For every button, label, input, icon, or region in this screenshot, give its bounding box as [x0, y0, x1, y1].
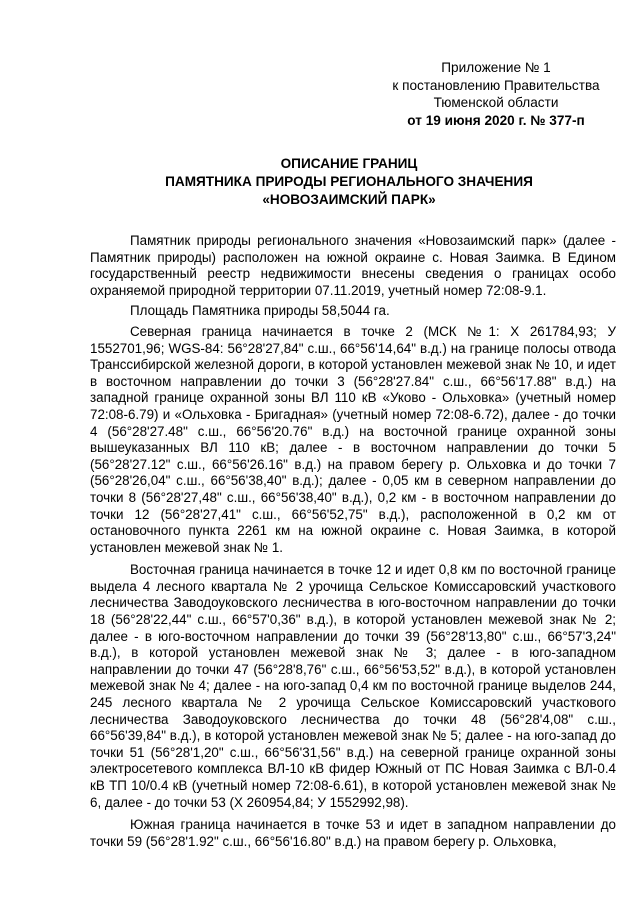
appendix-resolution-ref: к постановлению Правительства — [392, 77, 600, 93]
document-title — [80, 155, 618, 209]
appendix-date-number: от 19 июня 2020 г. № 377-п — [407, 112, 585, 128]
title-line-2: ПАМЯТНИКА ПРИРОДЫ РЕГИОНАЛЬНОГО ЗНАЧЕНИЯ — [165, 174, 533, 189]
paragraph-north-boundary: Северная граница начинается в точке 2 (МСК №1: X 261784,93; У 1552701,96; WGS-84: 56°28'27,84" с.ш., 66°56'14,64" в.д.) на границе полосы отвода Транссибирской железной дороги, в которой установлен межевой знак № 10, и идет в восточном направлении до точки 3 (56°28'27.84" с.ш., 66°56'17.88" в.д.) на западной границе охранной зоны ВЛ 110 кВ «Уково - Ольховка» (учетный номер 72:08-6.79) и «Ольховка - Бригадная» (учетный номер 72:08-6.72), далее - до точки 4 (56°28'27.48" с.ш., 66°56'20.76" в.д.) на восточной границе охранной зоны вышеуказанных ВЛ 110 кВ; далее - в восточном направлении до точки 5 (56°28'27.12" с.ш., 66°56'26.16" в.д.) на правом берегу р. Ольховка и до точки 7 (56°28'26,04" с.ш., 66°56'38,40" в.д.); далее - 0,05 км в северном направлении до точки 8 (56°28'27,48" с.ш., 66°56'38,40" в.д.), 0,2 км - в восточном направлении до точки 12 (56°28'27,41" с.ш., 66°56'52,75" в.д.), расположенной в 0,2 км от остановочного пункта 2261 км на южной окраине с. Новая Заимка, в которой установлен межевой знак № 1. — [90, 323, 616, 555]
paragraph-intro: Памятник природы регионального значения «Новозаимский парк» (далее - Памятник природы) расположен на южной окраине с. Новая Заимка. В Едином государственный реестр недвижимости внесены сведения о границах особо охраняемой природной территории 07.11.2019, учетный номер 72:08-9.1. — [90, 233, 616, 298]
paragraph-east-boundary: Восточная граница начинается в точке 12 и идет 0,8 км по восточной границе выдела 4 лесного квартала № 2 урочища Сельское Комиссаровский участкового лесничества Заводоуковского лесничества в юго-восточном направлении до точки 18 (56°28'22,44" с.ш., 66°57'0,36" в.д.), в которой установлен межевой знак № 2; далее - в юго-восточном направлении до точки 39 (56°28'13,80" с.ш., 66°57'3,24" в.д.), в которой установлен межевой знак № 3; далее - в юго-западном направлении до точки 47 (56°28'8,76" с.ш., 66°56'53,52" в.д.), в которой установлен межевой знак № 4; далее - на юго-запад 0,4 км по восточной границе выделов 244, 245 лесного квартала № 2 урочища Сельское Комиссаровский участкового лесничества Заводоуковского лесничества до точки 48 (56°28'4,08" с.ш., 66°56'39,84" в.д.), в которой установлен межевой знак № 5; далее - на юго-запад до точки 51 (56°28'1,20" с.ш., 66°56'31,56" в.д.) на северной границе охранной зоны электросетевого комплекса ВЛ-10 кВ фидер Южный от ПС Новая Заимка с ВЛ-0.4 кВ ТП 10/0.4 кВ (учетный номер 72:08-6.61), в которой установлен межевой знак № 6, далее - до точки 53 (X 260954,84; У 1552992,98). — [90, 562, 616, 810]
paragraph-area: Площадь Памятника природы 58,5044 га. — [130, 303, 390, 319]
document-body — [90, 233, 616, 856]
appendix-number: Приложение № 1 — [441, 60, 551, 75]
appendix-header — [376, 59, 616, 129]
title-line-1: ОПИСАНИЕ ГРАНИЦ — [280, 156, 418, 171]
appendix-region: Тюменской области — [433, 95, 559, 110]
title-line-3: «НОВОЗАИМСКИЙ ПАРК» — [262, 192, 436, 207]
paragraph-south-boundary: Южная граница начинается в точке 53 и идет в западном направлении до точки 59 (56°28'1.92" с.ш., 66°56'16.80" в.д.) на правом берегу р. Ольховка, — [90, 817, 616, 849]
